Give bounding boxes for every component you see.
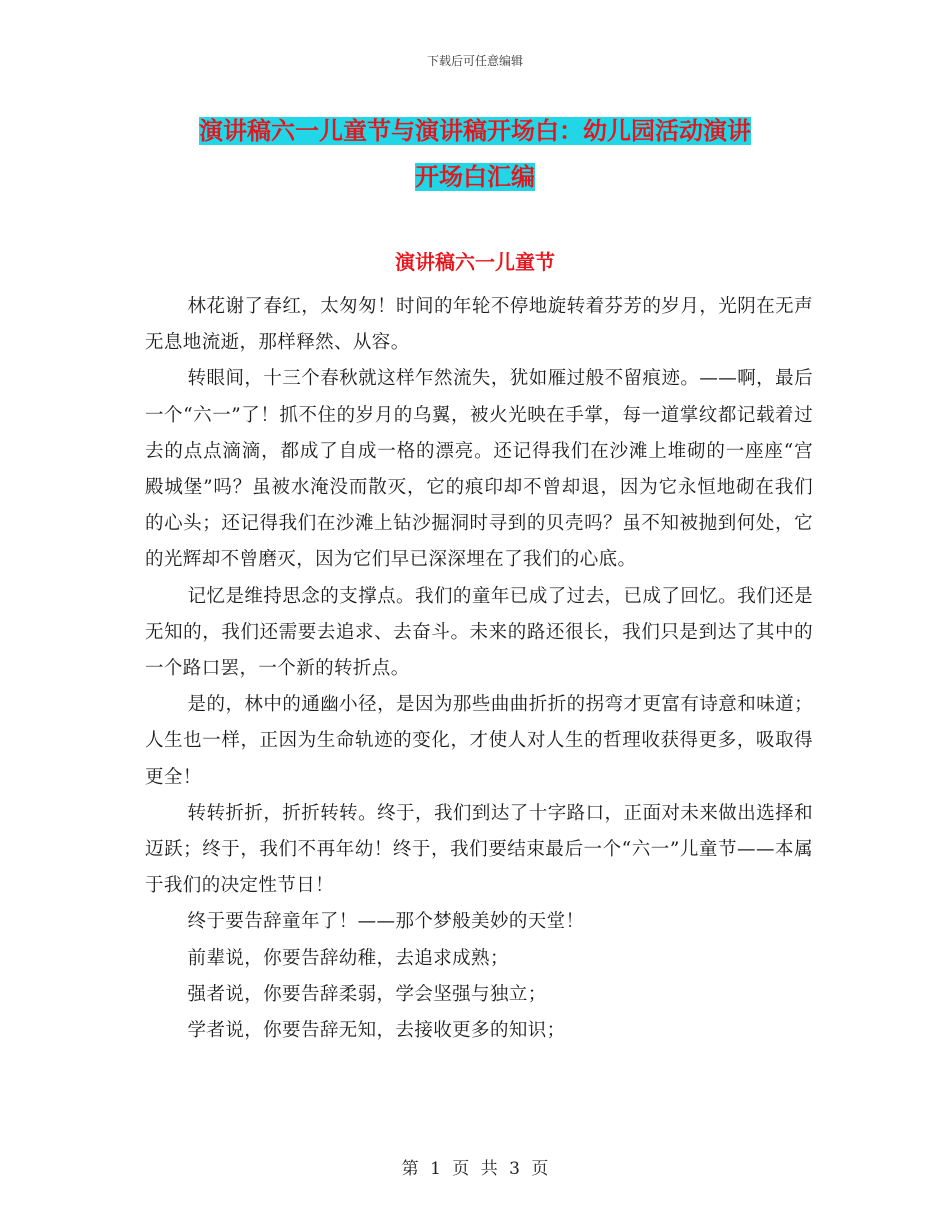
header-note: 下载后可任意编辑 [426,54,523,68]
paragraph: 转眼间，十三个春秋就这样乍然流失，犹如雁过般不留痕迹。——啊，最后一个“六一”了！抓不住的岁月的乌翼，被火光映在手掌，每一道掌纹都记载着过去的点点滴滴，都成了自成一格的漂亮。还记得我们在沙滩上堆砌的一座座“宫殿城堡”吗？虽被水淹没而散灭，它的痕印却不曾却退，因为它永恒地砌在我们的心头；还记得我们在沙滩上钻沙掘洞时寻到的贝壳吗？虽不知被抛到何处，它的光辉却不曾磨灭，因为它们早已深深埋在了我们的心底。 [145,368,813,571]
document-title [140,108,810,200]
paragraph: 学者说，你要告辞无知，去接收更多的知识； [187,1020,566,1042]
page-number-footer: 第 1 页 共 3 页 [401,1159,549,1179]
paragraph: 终于要告辞童年了！——那个梦般美妙的天堂！ [187,911,585,933]
paragraph: 前辈说，你要告辞幼稚，去追求成熟； [187,947,509,969]
paragraph: 记忆是维持思念的支撑点。我们的童年已成了过去，已成了回忆。我们还是无知的，我们还需要去追求、去奋斗。未来的路还很长，我们只是到达了其中的一个路口罢，一个新的转折点。 [145,585,813,680]
document-title-line-2: 开场白汇编 [415,163,535,191]
paragraph: 林花谢了春红，太匆匆！时间的年轮不停地旋转着芬芳的岁月，光阴在无声无息地流逝，那样释然、从容。 [145,296,813,354]
section-title: 演讲稿六一儿童节 [395,250,555,274]
paragraph: 转转折折，折折转转。终于，我们到达了十字路口，正面对未来做出选择和迈跃；终于，我们不再年幼！终于，我们要结束最后一个“六一”儿童节——本属于我们的决定性节日！ [145,802,813,897]
paragraph: 是的，林中的通幽小径，是因为那些曲曲折折的拐弯才更富有诗意和味道；人生也一样，正因为生命轨迹的变化，才使人对人生的哲理收获得更多，吸取得更全！ [145,694,813,788]
document-title-line-1: 演讲稿六一儿童节与演讲稿开场白：幼儿园活动演讲 [199,117,751,145]
paragraph: 强者说，你要告辞柔弱，学会坚强与独立； [187,983,547,1005]
document-body [145,289,813,1049]
